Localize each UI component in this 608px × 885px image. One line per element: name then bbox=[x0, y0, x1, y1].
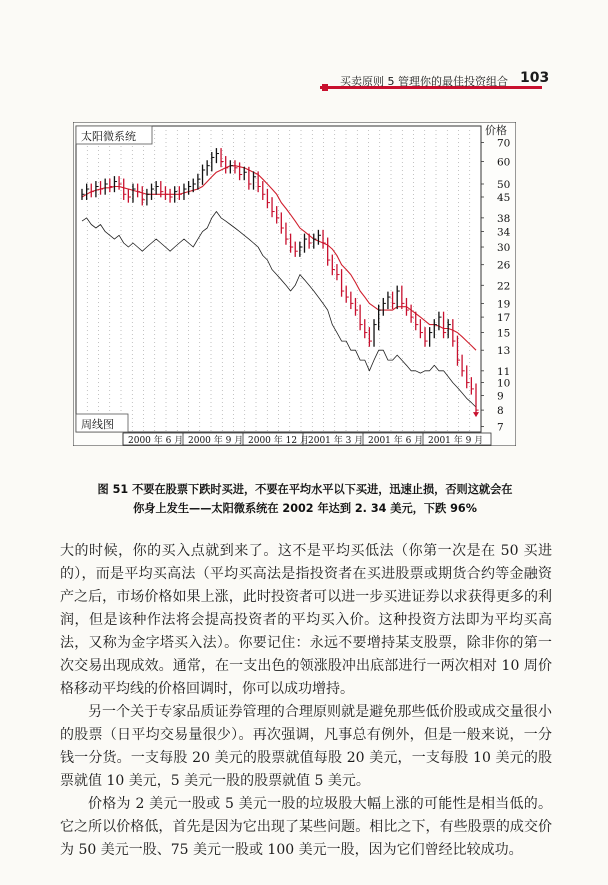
figure-caption-line-2: 你身上发生——太阳微系统在 2002 年达到 2. 34 美元，下跌 96% bbox=[133, 502, 477, 515]
y-tick-label: 30 bbox=[497, 242, 511, 255]
y-tick-label: 22 bbox=[497, 280, 511, 293]
chart-svg bbox=[73, 122, 516, 446]
body-text bbox=[60, 540, 552, 862]
y-tick-label: 19 bbox=[497, 298, 511, 311]
header-marker bbox=[322, 84, 328, 91]
y-tick-label: 45 bbox=[497, 191, 511, 204]
chart-title: 太阳微系统 bbox=[81, 130, 136, 143]
y-tick-label: 17 bbox=[497, 312, 511, 325]
y-tick-label: 34 bbox=[497, 226, 511, 239]
figure-caption-line-1: 图 51 不要在股票下跌时买进，不要在平均水平以下买进，迅速止损，否则这就会在 bbox=[97, 483, 513, 496]
y-tick-label: 26 bbox=[497, 259, 511, 272]
page-number: 103 bbox=[520, 70, 550, 86]
x-tick-label: 2001 年 3 月 bbox=[308, 436, 364, 446]
x-tick-label: 2000 年 9 月 bbox=[188, 436, 244, 446]
x-tick-label: 2001 年 6 月 bbox=[368, 436, 424, 446]
paragraph-3: 价格为 2 美元一股或 5 美元一股的垃圾股大幅上涨的可能性是相当低的。它之所以价格低，首先是因为它出现了某些问题。相比之下，有些股票的成交价为 50 美元一股、75 美元一股或 100 美元一股，因为它们曾经比较成功。 bbox=[60, 796, 552, 858]
y-tick-label: 10 bbox=[497, 377, 511, 390]
y-tick-label: 50 bbox=[497, 178, 511, 191]
y-tick-label: 15 bbox=[497, 327, 511, 340]
y-tick-label: 60 bbox=[497, 156, 511, 169]
timeframe-label: 周线图 bbox=[81, 418, 114, 431]
x-tick-label: 2000 年 12 月 bbox=[248, 436, 309, 446]
y-tick-label: 7 bbox=[497, 421, 504, 434]
y-tick-label: 70 bbox=[497, 137, 511, 150]
y-axis-label: 价格 bbox=[485, 124, 507, 137]
y-tick-label: 38 bbox=[497, 212, 511, 225]
x-tick-label: 2000 年 6 月 bbox=[128, 436, 184, 446]
running-title: 买卖原则 5 管理你的最佳投资组合 bbox=[340, 75, 508, 88]
y-tick-label: 9 bbox=[497, 390, 504, 403]
x-tick-label: 2001 年 9 月 bbox=[428, 436, 484, 446]
y-tick-label: 11 bbox=[497, 365, 511, 378]
y-tick-label: 8 bbox=[497, 405, 504, 418]
x-axis bbox=[123, 433, 491, 446]
paragraph-2: 另一个关于专家品质证券管理的合理原则就是避免那些低价股或成交量很小的股票（日平均交易量很少）。再次强调，凡事总有例外，但是一般来说，一分钱一分货。一支每股 20 美元的股票就值每股 20 美元，一支每股 10 美元的股票就值 10 美元，5 美元一股的股票就值 5 美元。 bbox=[60, 704, 552, 789]
y-tick-label: 13 bbox=[497, 345, 511, 358]
stock-chart bbox=[73, 122, 516, 446]
paragraph-1: 大的时候，你的买入点就到来了。这不是平均买低法（你第一次是在 50 买进的），而是平均买高法（平均买高法是指投资者在买进股票或期货合约等金融资产之后，市场价格如果上涨，此时投资者可以进一步买进证券以求获得更多的利润，但是该种作法将会提高投资者的平均买入价。这种投资方法即为平均买高法，又称为金字塔买入法）。你要记住：永远不要增持某支股票，除非你的第一次交易出现成效。通常，在一支出色的领涨股冲出底部进行一两次相对 10 周价格移动平均线的价格回调时，你可以成功增持。 bbox=[60, 543, 552, 697]
